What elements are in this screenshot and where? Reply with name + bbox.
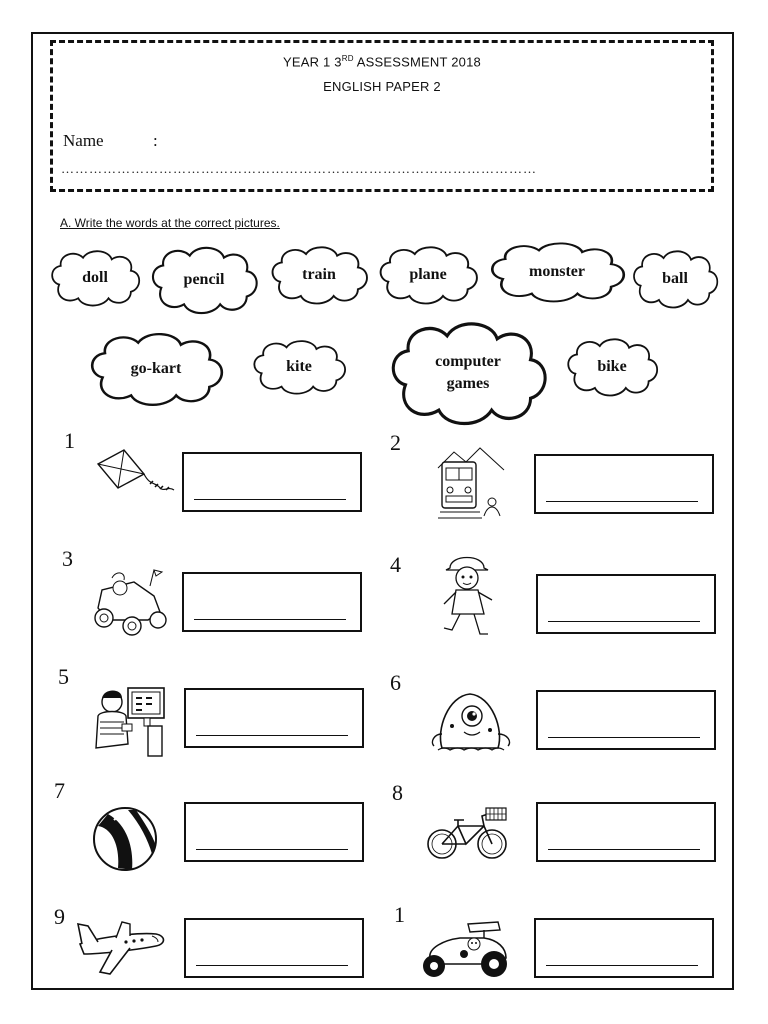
word-cloud-bike [564,336,660,398]
answer-box-8[interactable] [536,802,716,862]
word-cloud-computer-games [386,318,550,428]
question-number-10: 1 [394,902,405,927]
word-cloud-monster [486,240,628,304]
word-monster: monster [529,263,585,281]
question-number-6: 6 [390,670,401,695]
question-number-8: 8 [392,780,403,805]
plane-icon [76,914,168,982]
section-a-instruction: A. Write the words at the correct pictures. [60,216,280,230]
question-number-9: 9 [54,904,65,929]
answer-box-10[interactable] [534,918,714,978]
word-cloud-train [268,244,370,306]
name-field[interactable]: ………………………………………………………………………………………… [61,161,537,176]
word-cloud-ball [630,248,720,310]
answer-box-2[interactable] [534,454,714,514]
word-bike: bike [597,358,627,376]
word-cloud-plane [376,244,480,306]
answer-box-7[interactable] [184,802,364,862]
word-cloud-doll [48,248,142,308]
word-kite: kite [286,358,312,376]
word-cloud-kite [250,338,348,396]
word-computer-games: computer games [435,353,501,392]
answer-box-1[interactable] [182,452,362,512]
question-number-2: 2 [390,430,401,455]
toy-car-icon [414,918,514,986]
question-number-4: 4 [390,552,401,577]
word-cloud-pencil [148,244,260,316]
ball-icon [92,806,158,876]
word-pencil: pencil [183,271,225,289]
answer-box-9[interactable] [184,918,364,978]
answer-box-4[interactable] [536,574,716,634]
word-train: train [302,266,336,284]
word-cloud-go-kart [86,330,226,408]
assessment-title: YEAR 1 3RD ASSESSMENT 2018 [283,54,481,70]
question-number-3: 3 [62,546,73,571]
name-label: Name [63,131,104,150]
answer-box-3[interactable] [182,572,362,632]
computer-games-icon [92,686,168,762]
word-go-kart: go-kart [130,360,182,378]
word-ball: ball [662,270,688,288]
answer-box-5[interactable] [184,688,364,748]
question-number-7: 7 [54,778,65,803]
train-icon [436,446,506,528]
answer-box-6[interactable] [536,690,716,750]
doll-icon [440,554,496,644]
word-doll: doll [82,269,108,287]
name-colon: : [153,131,158,150]
paper-subtitle: ENGLISH PAPER 2 [323,79,441,94]
header-box [50,40,714,192]
question-number-5: 5 [58,664,69,689]
monster-icon [428,690,514,758]
word-plane: plane [409,266,447,284]
question-number-1: 1 [64,428,75,453]
bike-icon [426,806,510,866]
go-kart-icon [88,568,170,642]
kite-icon [94,446,176,506]
